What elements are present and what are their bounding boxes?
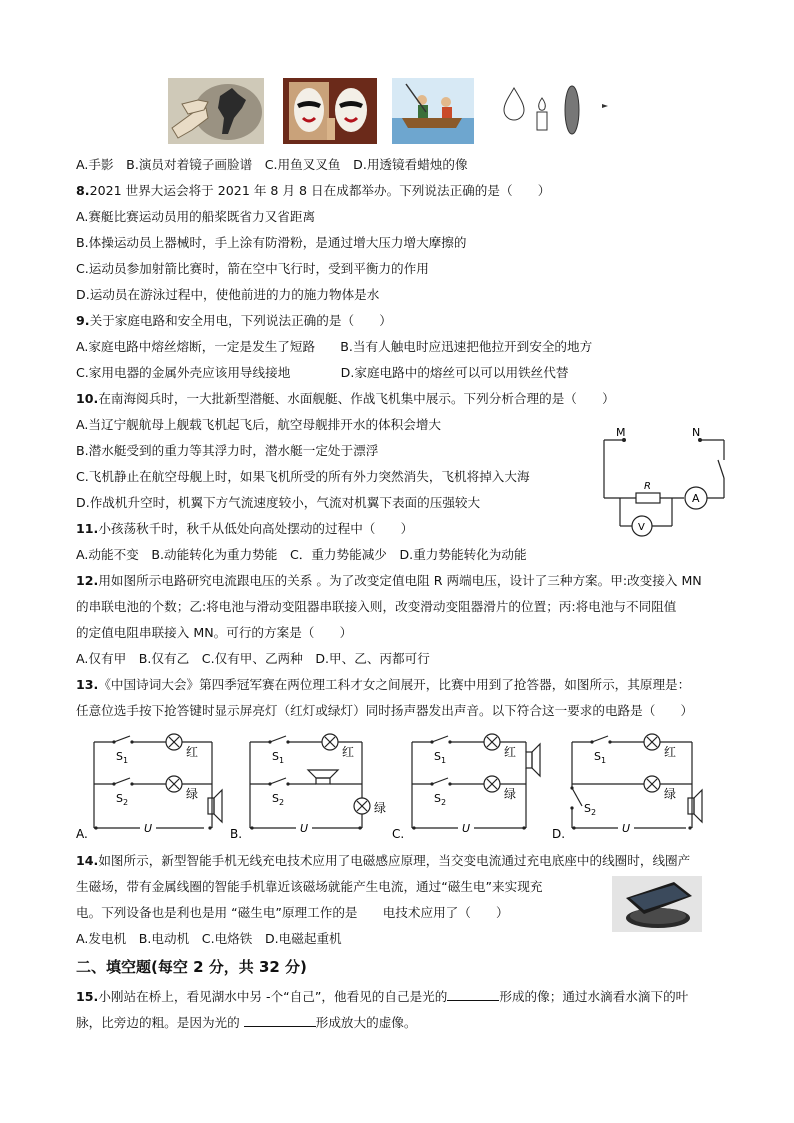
q13-number: 13.	[76, 677, 99, 692]
q13-c-green-label: 绿	[504, 787, 517, 801]
q9-stem: 关于家庭电路和安全用电，下列说法正确的是（ ）	[89, 313, 392, 328]
q13-d-red-label: 红	[664, 745, 677, 759]
q7-image-shadow-hand	[168, 78, 264, 144]
q13-c-red-label: 红	[504, 745, 517, 759]
q9-number: 9.	[76, 313, 90, 328]
q14-line-3: 电。下列设备也是利也是用 “磁生电”原理工作的是 电技术应用了（ ）	[76, 905, 509, 920]
q13-d-green-label: 绿	[664, 787, 677, 801]
q11-number: 11.	[76, 521, 99, 536]
question-10	[76, 390, 615, 408]
q13-c-s1: $S_1$	[434, 750, 447, 765]
q13-b-green-label: 绿	[374, 801, 387, 815]
q15-line-1a: 小刚站在桥上，看见湖水中另 -个“自己”，他看见的自己是光的	[98, 989, 448, 1004]
q14-number: 14.	[76, 853, 99, 868]
q15-line-1b: 形成的像；通过水滴看水滴下的叶	[499, 989, 689, 1004]
q13-line-2: 任意位选手按下抢答键时显示屏亮灯（红灯或绿灯）同时扬声器发出声音。以下符合这一要求的电路是（ ）	[76, 703, 694, 718]
q12-label-m: M	[616, 426, 626, 439]
q13-a-green-label: 绿	[186, 787, 199, 801]
q7-image-spear-fishing	[392, 78, 474, 144]
q13-a-red-label: 红	[186, 745, 199, 759]
q7-options: A.手影 B.演员对着镜子画脸谱 C.用鱼叉叉鱼 D.用透镜看蜡烛的像	[76, 157, 468, 172]
q12-line-3: 的定值电阻串联接入 MN。可行的方案是（ ）	[76, 625, 353, 640]
q8-option-d: D.运动员在游泳过程中，使他前进的力的施力物体是水	[76, 287, 380, 302]
q13-d-s1: $S_1$	[594, 750, 607, 765]
q12-line-1: 用如图所示电路研究电流跟电压的关系 。为了改变定值电阻 R 两端电压，设计了三种方案。甲:改变接入 MN	[98, 573, 702, 588]
q10-option-c: C.飞机静止在航空母舰上时，如果飞机所受的所有外力突然消失，飞机将掉入大海	[76, 469, 530, 484]
q13-c-voltage: U	[462, 822, 471, 835]
q13-a-voltage: U	[144, 822, 153, 835]
q9-options-ab: A.家庭电路中熔丝熔断，一定是发生了短路 B.当有人触电时应迅速把他拉开到安全的地方	[76, 339, 593, 354]
q15-blank-2[interactable]	[244, 1014, 316, 1027]
q10-stem: 在南海阅兵时，一大批新型潜艇、水面舰艇、作战飞机集中展示。下列分析合理的是（ ）	[98, 391, 615, 406]
question-12	[76, 572, 702, 590]
q13-a-label: A.	[76, 827, 88, 841]
q13-b-s1: $S_1$	[272, 750, 285, 765]
q13-b-s2: $S_2$	[272, 792, 285, 807]
q12-voltmeter-label: V	[638, 522, 645, 533]
q15-blank-1[interactable]	[447, 988, 499, 1001]
q10-number: 10.	[76, 391, 99, 406]
question-9	[76, 312, 392, 330]
question-15	[76, 988, 688, 1006]
q10-option-d: D.作战机升空时，机翼下方气流速度较小，气流对机翼下表面的压强较大	[76, 495, 481, 510]
q13-b-red-label: 红	[342, 745, 355, 759]
q13-circuit-c	[392, 728, 552, 844]
q15-line-2a: 脉，比旁边的粗。是因为光的	[76, 1015, 240, 1030]
q13-d-s2: $S_2$	[584, 802, 597, 817]
q10-option-b: B.潜水艇受到的重力等其浮力时，潜水艇一定处于漂浮	[76, 443, 379, 458]
q12-number: 12.	[76, 573, 99, 588]
q13-a-s2: $S_2$	[116, 792, 129, 807]
q12-circuit-diagram	[596, 424, 736, 542]
question-8	[76, 182, 550, 200]
q13-b-label: B.	[230, 827, 243, 841]
q14-line-1: 如图所示，新型智能手机无线充电技术应用了电磁感应原理，当交变电流通过充电底座中的线圈时，线圈产	[98, 853, 691, 868]
q13-circuit-d	[552, 728, 716, 844]
q9-options-cd: C.家用电器的金属外壳应该用导线接地 D.家庭电路中的熔丝可以可以用铁丝代替	[76, 365, 569, 380]
q8-number: 8.	[76, 183, 90, 198]
q12-line-2: 的串联电池的个数；乙:将电池与滑动变阻器串联接入则，改变滑动变阻器滑片的位置；丙:将电池与不同阻值	[76, 599, 677, 614]
q13-circuit-a	[74, 728, 234, 844]
q8-option-a: A.赛艇比赛运动员用的船桨既省力又省距离	[76, 209, 316, 224]
q13-a-s1: $S_1$	[116, 750, 129, 765]
q15-line-2b: 形成放大的虚像。	[315, 1015, 417, 1030]
q13-c-label: C.	[392, 827, 405, 841]
q13-d-label: D.	[552, 827, 566, 841]
q13-c-s2: $S_2$	[434, 792, 447, 807]
q12-label-r: R	[644, 481, 651, 492]
q8-stem: 2021 世界大运会将于 2021 年 8 月 8 日在成都举办。下列说法正确的是（ ）	[89, 183, 551, 198]
q12-options: A.仅有甲 B.仅有乙 C.仅有甲、乙两种 D.甲、乙、丙都可行	[76, 651, 430, 666]
q12-ammeter-label: A	[692, 492, 700, 505]
q14-wireless-charger-image	[612, 876, 702, 932]
q8-option-b: B.体操运动员上器械时，手上涂有防滑粉，是通过增大压力增大摩擦的	[76, 235, 467, 250]
q13-d-voltage: U	[622, 822, 631, 835]
q15-line-2	[76, 1014, 416, 1032]
q13-circuit-b	[230, 728, 390, 844]
section-2-title: 二、填空题(每空 2 分，共 32 分)	[76, 958, 307, 976]
q7-image-lens-candle	[498, 84, 616, 138]
q7-image-opera-mirror	[283, 78, 377, 144]
q13-line-1: 《中国诗词大会》第四季冠军赛在两位理工科才女之间展开，比赛中用到了抢答器，如图所示，其原理是：	[98, 677, 691, 692]
q14-line-2: 生磁场，带有金属线圈的智能手机靠近该磁场就能产生电流，通过“磁生电”来实现充	[76, 879, 543, 894]
question-11	[76, 520, 413, 538]
q10-option-a: A.当辽宁舰航母上舰载飞机起飞后，航空母舰排开水的体积会增大	[76, 417, 442, 432]
q8-option-c: C.运动员参加射箭比赛时，箭在空中飞行时，受到平衡力的作用	[76, 261, 429, 276]
question-13	[76, 676, 690, 694]
q11-stem: 小孩荡秋千时，秋千从低处向高处摆动的过程中（ ）	[98, 521, 414, 536]
q11-options: A.动能不变 B.动能转化为重力势能 C．重力势能减少 D.重力势能转化为动能	[76, 547, 527, 562]
q14-options: A.发电机 B.电动机 C.电烙铁 D.电磁起重机	[76, 931, 342, 946]
q13-b-voltage: U	[300, 822, 309, 835]
q12-label-n: N	[692, 426, 701, 439]
question-14	[76, 852, 690, 870]
q15-number: 15.	[76, 989, 99, 1004]
